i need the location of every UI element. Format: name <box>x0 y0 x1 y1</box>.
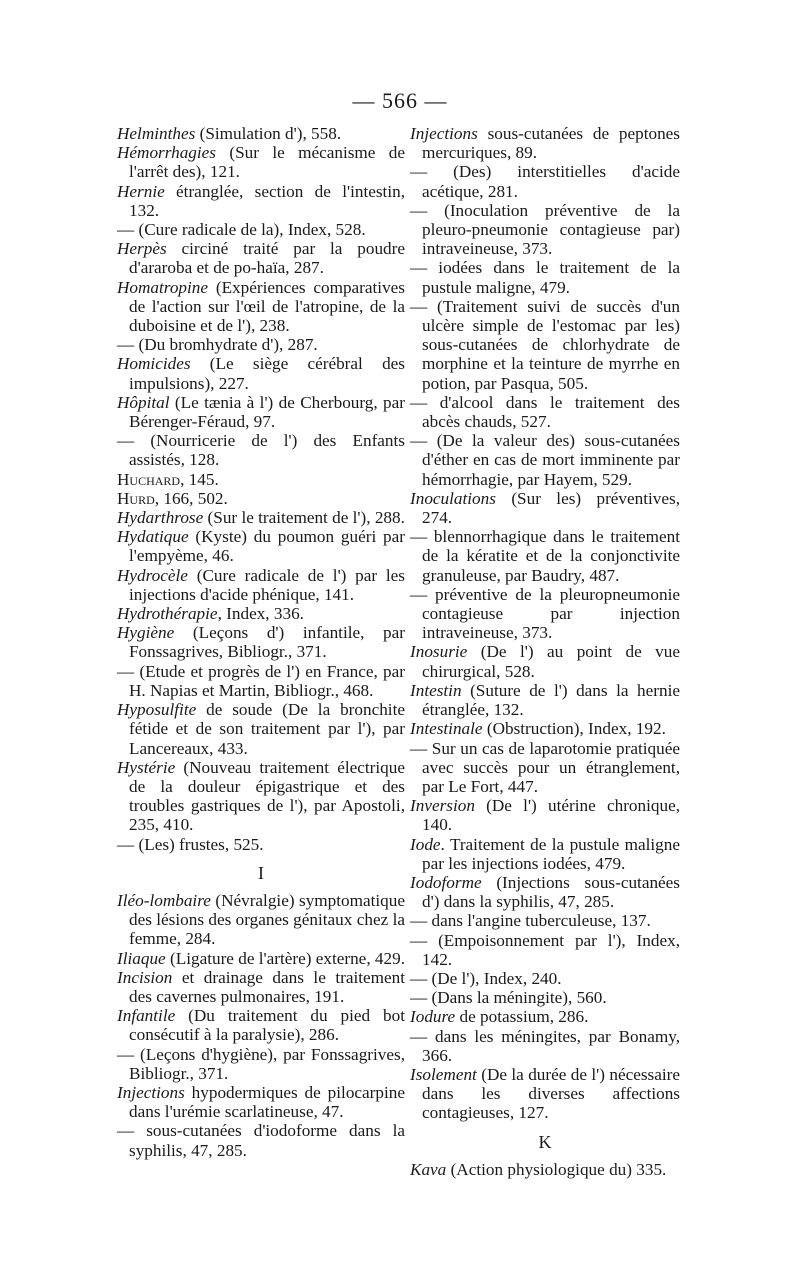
index-entry <box>410 258 680 296</box>
entry-text: de soude (De la bronchite fétide et de son traitement par l'), par Lancereaux, 433. <box>129 700 405 758</box>
entry-text: — (Leçons d'hygiène), par Fonssagrives, Bibliogr., 371. <box>117 1044 405 1083</box>
entry-text: , 145. <box>180 469 219 489</box>
entry-heading: Injections <box>410 124 478 143</box>
entry-text: sous-cutanées de peptones mercuriques, 89. <box>422 124 680 163</box>
entry-text: — sous-cutanées d'iodoforme dans la syphilis, 47, 285. <box>117 1121 405 1160</box>
entry-text: (Sur les) préventives, 274. <box>422 488 680 528</box>
index-entry <box>410 796 680 834</box>
entry-heading: Hydrocèle <box>117 565 188 585</box>
entry-text: — dans l'angine tuberculeuse, 137. <box>410 911 651 931</box>
index-column-left <box>117 124 405 1160</box>
entry-heading: Hémorrhagies <box>117 143 216 163</box>
index-entry <box>410 739 680 797</box>
entry-text: — (Empoisonnement par l'), Index, 142. <box>410 930 680 969</box>
entry-text: , Index, 336. <box>217 604 304 624</box>
index-entry <box>410 642 680 680</box>
entry-text: (Le tænia à l') de Cherbourg, par Bérenger-Féraud, 97. <box>129 392 405 432</box>
entry-text: (Névralgie) symptomatique des lésions des organes génitaux chez la femme, 284. <box>129 890 405 949</box>
index-entry <box>410 201 680 259</box>
entry-heading: Hôpital <box>117 392 170 412</box>
index-entry <box>117 182 405 220</box>
entry-heading: Homicides <box>117 354 191 374</box>
entry-text: (Obstruction), Index, 192. <box>482 719 666 739</box>
author-name: Hurd <box>117 488 155 508</box>
entry-text: de potassium, 286. <box>455 1007 589 1027</box>
index-entry <box>410 1007 680 1026</box>
entry-text: (Leçons d') infantile, par Fonssagrives, Bibliogr., 371. <box>129 623 405 662</box>
entry-text: (Injections sous-cutanées d') dans la syphilis, 47, 285. <box>422 872 680 912</box>
entry-heading: Hystérie <box>117 757 176 777</box>
entry-heading: Inversion <box>410 796 475 816</box>
index-entry <box>410 124 680 162</box>
index-entry <box>410 835 680 873</box>
index-entry <box>117 604 405 623</box>
index-entry <box>410 1027 680 1065</box>
index-entry <box>117 335 405 354</box>
index-entry <box>117 662 405 700</box>
index-entry <box>117 968 405 1006</box>
entry-heading: Intestin <box>410 680 462 700</box>
index-entry <box>410 873 680 911</box>
index-entry <box>117 758 405 835</box>
index-entry <box>410 393 680 431</box>
entry-heading: Injections <box>117 1082 185 1102</box>
index-entry <box>117 1121 405 1159</box>
index-entry <box>410 719 680 738</box>
index-entry <box>117 354 405 392</box>
entry-text: — blennorrhagique dans le traitement de la kératite et de la conjonctivite granuleuse, par Baudry, 487. <box>410 527 680 585</box>
entry-text: (Ligature de l'artère) externe, 429. <box>165 948 405 968</box>
section-letter: K <box>538 1131 552 1152</box>
index-entry <box>410 988 680 1007</box>
index-entry <box>117 239 405 277</box>
entry-heading: Iodoforme <box>410 872 482 892</box>
index-entry <box>117 431 405 469</box>
entry-text: — (Nourricerie de l') des Enfants assistés, 128. <box>117 431 405 470</box>
index-entry <box>410 527 680 585</box>
index-entry <box>410 297 680 393</box>
index-entry <box>117 278 405 336</box>
index-entry <box>117 949 405 968</box>
index-entry <box>410 1160 680 1179</box>
entry-heading: Hyposulfite <box>117 700 197 720</box>
entry-heading: Hydatique <box>117 527 189 547</box>
index-entry <box>117 489 405 508</box>
index-entry <box>410 681 680 719</box>
entry-text: étranglée, section de l'intestin, 132. <box>129 181 405 220</box>
entry-text: — (Etude et progrès de l') en France, par H. Napias et Martin, Bibliogr., 468. <box>117 661 405 700</box>
index-entry <box>117 1006 405 1044</box>
index-entry <box>410 431 680 489</box>
index-entry <box>117 835 405 854</box>
index-entry <box>410 931 680 969</box>
index-entry <box>117 623 405 661</box>
index-entry <box>117 700 405 758</box>
entry-text: (Simulation d'), 558. <box>195 124 342 143</box>
entry-heading: Iliaque <box>117 948 166 968</box>
entry-text: (De l') au point de vue chirurgical, 528. <box>422 642 680 681</box>
index-entry <box>117 1045 405 1083</box>
entry-heading: Hygiène <box>117 623 175 643</box>
entry-text: (Action physiologique du) 335. <box>446 1159 667 1179</box>
entry-text: — (Les) frustes, 525. <box>117 834 264 854</box>
index-entry <box>117 1083 405 1121</box>
author-name: Huchard <box>117 469 181 489</box>
index-column-right <box>410 124 680 1179</box>
entry-text: (De la durée de l') nécessaire dans les diverses affections contagieuses, 127. <box>422 1064 680 1123</box>
entry-text: — (De la valeur des) sous-cutanées d'éther en cas de mort imminente par hémorrhagie, par Hayem, 529. <box>410 431 680 489</box>
index-entry <box>117 891 405 949</box>
index-entry <box>410 969 680 988</box>
entry-heading: Herpès <box>117 239 167 259</box>
index-entry <box>117 470 405 489</box>
entry-text: — préventive de la pleuropneumonie contagieuse par injection intraveineuse, 373. <box>410 584 680 643</box>
entry-text: hypodermiques de pilocarpine dans l'urémie scarlatineuse, 47. <box>129 1082 405 1122</box>
index-entry <box>117 393 405 431</box>
entry-heading: Iode <box>410 834 441 854</box>
section-letter: I <box>258 862 264 883</box>
entry-text: — iodées dans le traitement de la pustule maligne, 479. <box>410 258 680 297</box>
entry-text: circiné traité par la poudre d'araroba et de po-haïa, 287. <box>129 239 405 278</box>
index-entry <box>410 911 680 930</box>
entry-text: — (Du bromhydrate d'), 287. <box>117 335 318 355</box>
index-entry <box>410 1065 680 1123</box>
entry-text: , 166, 502. <box>154 488 228 508</box>
index-entry <box>410 489 680 527</box>
index-entry <box>117 527 405 565</box>
index-entry <box>410 162 680 200</box>
entry-text: (Sur le traitement de l'), 288. <box>203 508 405 528</box>
entry-text: — (Inoculation préventive de la pleuro-pneumonie contagieuse par) intraveineuse, 373. <box>410 200 680 259</box>
entry-heading: Kava <box>410 1159 447 1179</box>
entry-text: . Traitement de la pustule maligne par les injections iodées, 479. <box>422 834 680 873</box>
entry-heading: Incision <box>117 967 173 987</box>
index-entry <box>117 220 405 239</box>
entry-text: (Nouveau traitement électrique de la douleur épigastrique et des troubles gastriques de l'), par Apostoli, 235, 410. <box>129 757 405 835</box>
index-entry <box>410 585 680 643</box>
entry-heading: Iléo-lombaire <box>117 890 211 910</box>
entry-text: — (Traitement suivi de succès d'un ulcère simple de l'estomac par les) sous-cutanées de chlorhydrate de morphine et la teinture de myrrhe en potion, par Pasqua, 505. <box>410 296 680 393</box>
entry-heading: Infantile <box>117 1006 176 1026</box>
entry-heading: Iodure <box>410 1007 456 1027</box>
entry-heading: Hydrothérapie <box>117 604 218 624</box>
entry-heading: Homatropine <box>117 277 209 297</box>
entry-text: (Cure radicale de l') par les injections d'acide phénique, 141. <box>129 565 405 604</box>
entry-text: (De l') utérine chronique, 140. <box>422 796 680 835</box>
entry-heading: Helminthes <box>117 124 196 143</box>
entry-text: — (Dans la méningite), 560. <box>410 988 607 1008</box>
entry-heading: Hernie <box>117 181 165 201</box>
entry-text: — (Des) interstitielles d'acide acétique, 281. <box>410 162 680 201</box>
entry-heading: Intestinale <box>410 719 483 739</box>
entry-heading: Hydarthrose <box>117 508 204 528</box>
entry-text: et drainage dans le traitement des cavernes pulmonaires, 191. <box>129 967 405 1006</box>
entry-heading: Inoculations <box>410 488 496 508</box>
entry-text: (Du traitement du pied bot consécutif à la paralysie), 286. <box>129 1006 405 1045</box>
entry-text: (Expériences comparatives de l'action sur l'œil de l'atropine, de la duboisine et de l'), 238. <box>129 277 405 336</box>
entry-text: — dans les méningites, par Bonamy, 366. <box>410 1026 680 1065</box>
entry-text: (Sur le mécanisme de l'arrêt des), 121. <box>129 143 405 182</box>
entry-text: — (De l'), Index, 240. <box>410 968 562 988</box>
entry-text: (Kyste) du poumon guéri par l'empyème, 46. <box>129 527 405 566</box>
entry-text: (Suture de l') dans la hernie étranglée, 132. <box>422 680 680 720</box>
index-entry <box>117 124 405 143</box>
entry-heading: Inosurie <box>410 642 468 662</box>
page-number: — 566 — <box>352 88 448 113</box>
entry-text: — Sur un cas de laparotomie pratiquée avec succès pour un étranglement, par Le Fort, 447. <box>410 738 680 796</box>
entry-text: (Le siège cérébral des impulsions), 227. <box>129 354 405 393</box>
entry-text: — (Cure radicale de la), Index, 528. <box>117 220 366 240</box>
entry-heading: Isolement <box>410 1064 477 1084</box>
index-entry <box>117 508 405 527</box>
index-entry <box>117 143 405 181</box>
entry-text: — d'alcool dans le traitement des abcès chauds, 527. <box>410 392 680 432</box>
index-entry <box>117 566 405 604</box>
